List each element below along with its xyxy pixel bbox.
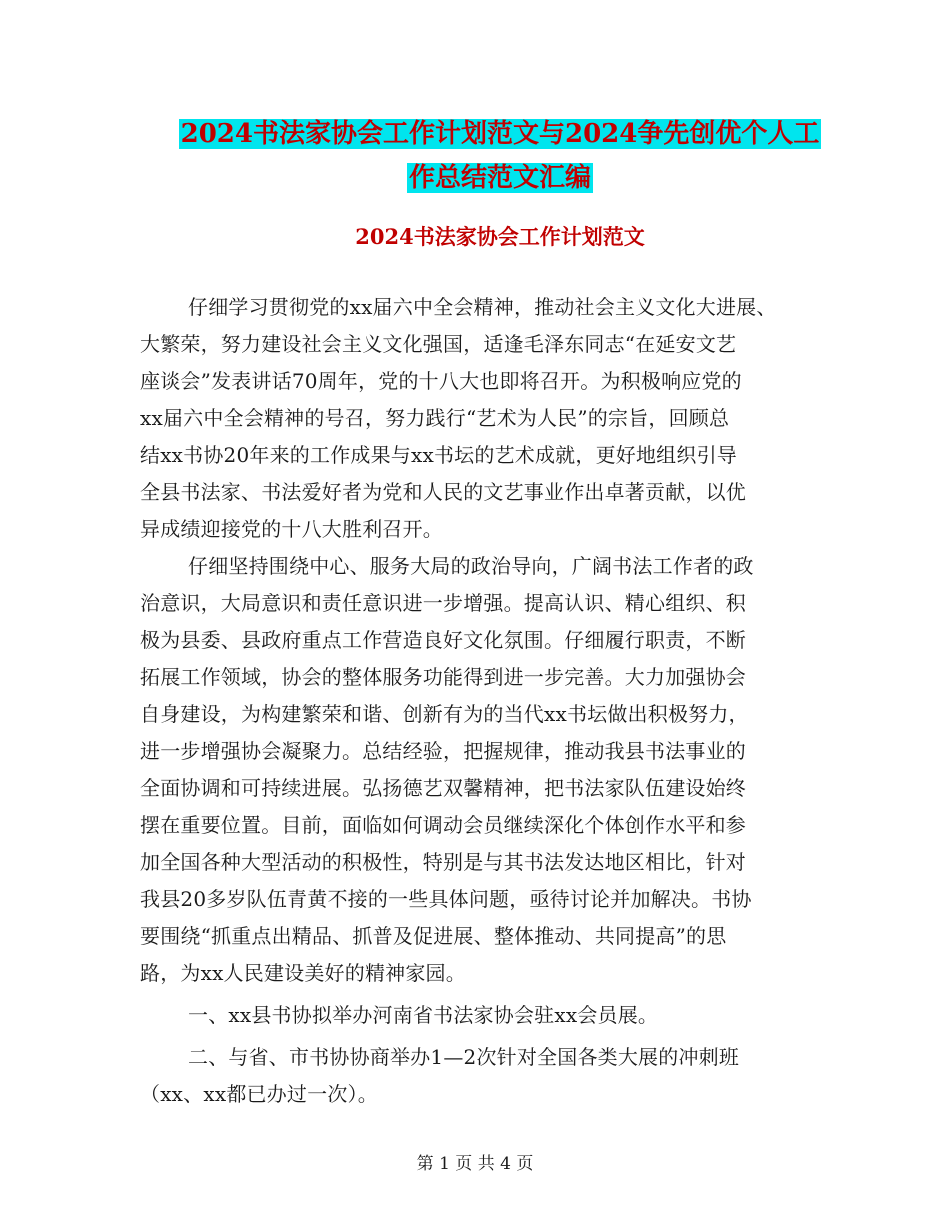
paragraph-line: （xx、xx都已办过一次）。 (140, 1082, 378, 1106)
section-title: 2024书法家协会工作计划范文 (355, 224, 645, 249)
paragraph-line: 要围绕“抓重点出精品、抓普及促进展、整体推动、共同提高”的思 (140, 924, 727, 948)
paragraph-line: 结xx书协20年来的工作成果与xx书坛的艺术成就，更好地组织引导 (140, 443, 737, 467)
paragraph-line: 路，为xx人民建设美好的精神家园。 (140, 961, 466, 985)
paragraph-line: 座谈会”发表讲话70周年，党的十八大也即将召开。为积极响应党的 (140, 369, 742, 393)
paragraph-line: xx届六中全会精神的号召，努力践行“艺术为人民”的宗旨，回顾总 (140, 406, 730, 430)
page-number-footer: 第 1 页 共 4 页 (416, 1154, 534, 1174)
title-highlight: 作总结范文汇编 (408, 163, 591, 193)
paragraph-line: 一、xx县书协拟举办河南省书法家协会驻xx会员展。 (188, 1003, 659, 1027)
paragraph-line: 仔细坚持围绕中心、服务大局的政治导向，广阔书法工作者的政 (188, 554, 754, 578)
document-title-line-2 (140, 156, 860, 200)
paragraph-line: 我县20多岁队伍青黄不接的一些具体问题，亟待讨论并加解决。书协 (140, 887, 752, 911)
document-title-line-1 (140, 112, 860, 156)
paragraph-line: 加全国各种大型活动的积极性，特别是与其书法发达地区相比，针对 (140, 850, 746, 874)
title-highlight: 2024书法家协会工作计划范文与2024争先创优个人工 (180, 119, 820, 149)
paragraph-line: 自身建设，为构建繁荣和谐、创新有为的当代xx书坛做出积极努力， (140, 702, 749, 726)
paragraph-line: 极为县委、县政府重点工作营造良好文化氛围。仔细履行职责，不断 (140, 628, 746, 652)
paragraph-line: 异成绩迎接党的十八大胜利召开。 (140, 517, 443, 541)
paragraph-line: 治意识，大局意识和责任意识进一步增强。提高认识、精心组织、积 (140, 591, 746, 615)
paragraph-line: 大繁荣，努力建设社会主义文化强国，适逢毛泽东同志“在延安文艺 (140, 332, 737, 356)
paragraph-line: 二、与省、市书协协商举办1—2次针对全国各类大展的冲刺班 (188, 1045, 740, 1069)
paragraph-line: 全县书法家、书法爱好者为党和人民的文艺事业作出卓著贡献，以优 (140, 480, 746, 504)
paragraph-line: 进一步增强协会凝聚力。总结经验，把握规律，推动我县书法事业的 (140, 739, 746, 763)
paragraph-line: 全面协调和可持续进展。弘扬德艺双馨精神，把书法家队伍建设始终 (140, 776, 746, 800)
paragraph-line: 拓展工作领域，协会的整体服务功能得到进一步完善。大力加强协会 (140, 665, 746, 689)
paragraph-line: 摆在重要位置。目前，面临如何调动会员继续深化个体创作水平和参 (140, 813, 746, 837)
paragraph-line: 仔细学习贯彻党的xx届六中全会精神，推动社会主义文化大进展、 (188, 295, 777, 319)
